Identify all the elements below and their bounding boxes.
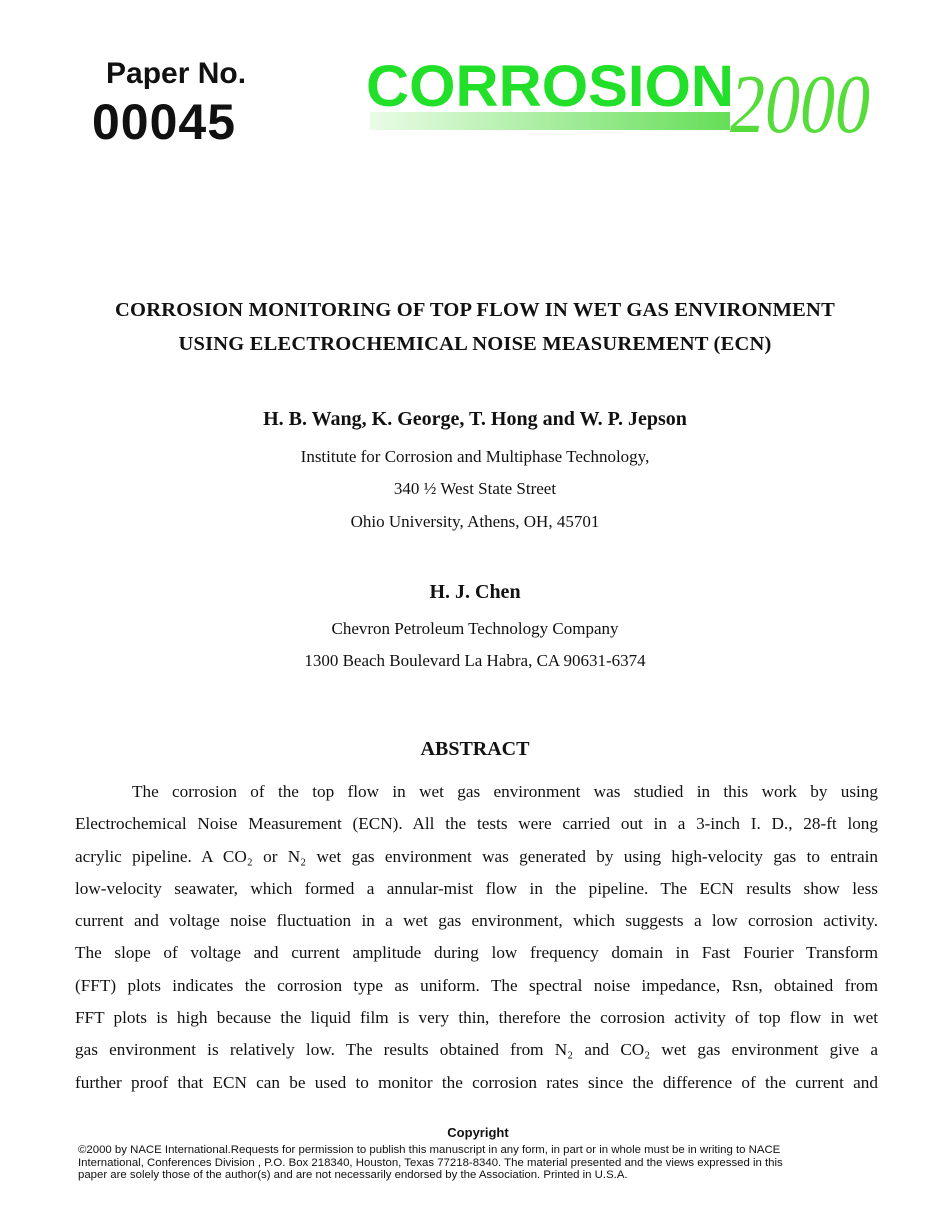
logo-word: CORROSION [366,54,734,119]
affiliation2-line-2: 1300 Beach Boulevard La Habra, CA 90631-6374 [304,651,646,670]
copyright-title: Copyright [447,1125,509,1140]
copyright-line: International, Conferences Division , P.O. Box 218340, Houston, Texas 77218-8340. The material presented and the views expressed in this [78,1156,783,1169]
copyright-notice [78,1125,878,1182]
title-line-2: USING ELECTROCHEMICAL NOISE MEASUREMENT (ECN) [178,333,772,355]
copyright-text [78,1144,878,1182]
affiliation2-line-1: Chevron Petroleum Technology Company [331,619,619,638]
abstract-line: The slope of voltage and current amplitude during low frequency domain in Fast Fourier Transform [75,943,878,963]
copyright-line: paper are solely those of the author(s) and are not necessarily endorsed by the Association. Printed in U.S.A. [78,1169,628,1181]
abstract-line: FFT plots is high because the liquid film is very thin, therefore the corrosion activity of top flow in wet [75,1008,878,1028]
abstract-line: current and voltage noise fluctuation in a wet gas environment, which suggests a low corrosion activity. [75,911,878,931]
abstract-heading: ABSTRACT [420,738,530,760]
abstract-line: gas environment is relatively low. The results obtained from N₂ and CO₂ wet gas environment give a [75,1040,878,1060]
author-names-1: H. B. Wang, K. George, T. Hong and W. P. Jepson [263,408,687,430]
abstract-line: Electrochemical Noise Measurement (ECN). All the tests were carried out in a 3-inch I. D., 28-ft long [75,814,878,834]
abstract-line: The corrosion of the top flow in wet gas environment was studied in this work by using [132,782,878,801]
copyright-line: ©2000 by NACE International.Requests for permission to publish this manuscript in any form, in part or in whole must be in writing to NACE [78,1144,781,1156]
title-line-1: CORROSION MONITORING OF TOP FLOW IN WET GAS ENVIRONMENT [115,299,835,321]
affiliation-line-1: Institute for Corrosion and Multiphase Technology, [300,447,650,466]
abstract-line: low-velocity seawater, which formed a annular-mist flow in the pipeline. The ECN results show less [75,878,878,898]
affiliation-line-2: 340 ½ West State Street [393,479,557,498]
corrosion-2000-logo [366,54,876,151]
logo-year: 2000 [730,58,870,151]
author-names-2: H. J. Chen [429,581,521,603]
abstract-body [75,776,878,1099]
paper-label: Paper No. [106,57,247,90]
paper-number-block [92,56,292,150]
abstract-line: acrylic pipeline. A CO₂ or N₂ wet gas environment was generated by using high-velocity gas to entrain [75,846,878,866]
abstract-line: (FFT) plots indicates the corrosion type as uniform. The spectral noise impedance, Rsn, obtained from [75,975,878,995]
abstract-line: further proof that ECN can be used to monitor the corrosion rates since the difference of the current and [75,1072,878,1092]
paper-title [40,293,910,361]
affiliation-line-3: Ohio University, Athens, OH, 45701 [350,512,600,531]
paper-number: 00045 [92,94,237,150]
logo-graphic [366,54,876,151]
